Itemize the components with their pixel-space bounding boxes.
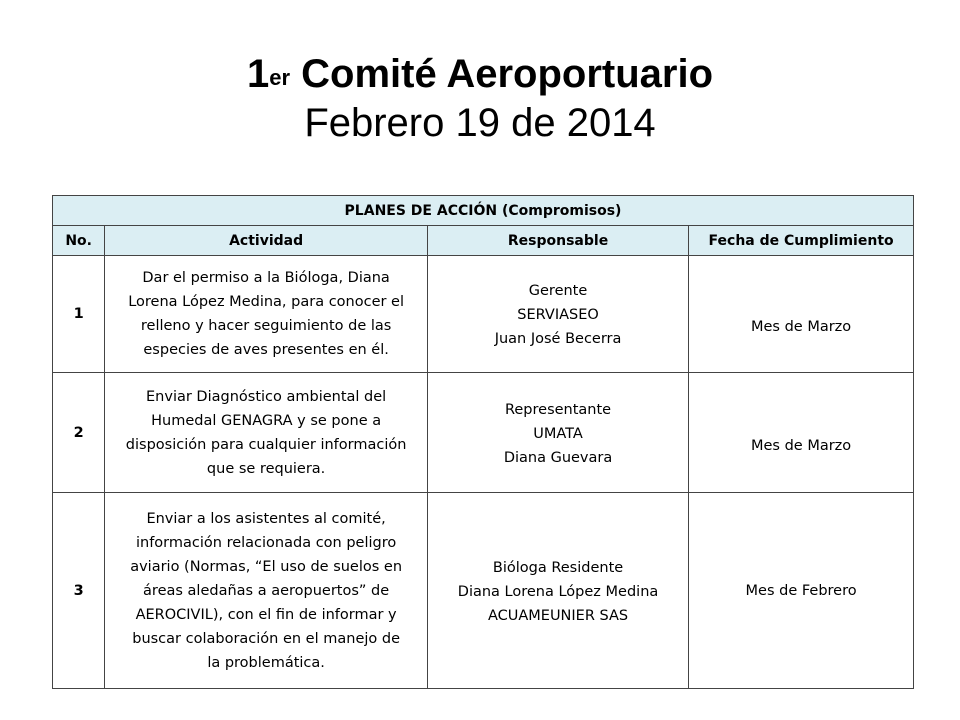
actividad-line: disposición para cualquier información: [125, 436, 407, 453]
row-actividad: [105, 493, 428, 689]
row-responsable: [427, 256, 688, 373]
actividad-line: áreas aledañas a aeropuertos” de: [143, 582, 390, 599]
table-header: PLANES DE ACCIÓN (Compromisos): [53, 196, 914, 226]
responsable-line: Representante: [504, 401, 612, 418]
responsable-line: ACUAMEUNIER SAS: [487, 607, 629, 624]
row-number: 2: [53, 373, 105, 493]
column-header-actividad: Actividad: [105, 226, 428, 256]
table-row: [53, 256, 914, 373]
actividad-line: Dar el permiso a la Bióloga, Diana: [142, 270, 390, 286]
row-responsable: [427, 373, 688, 493]
title-text: Comité Aeroportuario: [301, 52, 714, 96]
actividad-line: buscar colaboración en el manejo de: [132, 630, 400, 647]
responsable-line: Diana Guevara: [503, 449, 613, 466]
column-header-responsable: Responsable: [427, 226, 688, 256]
column-header-no: No.: [53, 226, 105, 256]
responsable-line: Diana Lorena López Medina: [457, 583, 659, 600]
row-number: 3: [53, 493, 105, 689]
row-fecha: [689, 373, 914, 493]
actividad-line: relleno y hacer seguimiento de las: [140, 318, 392, 334]
title-block: [0, 50, 960, 148]
page-subtitle: Febrero 19 de 2014: [304, 101, 656, 145]
responsable-line: Juan José Becerra: [494, 331, 622, 347]
responsable-line: Bióloga Residente: [492, 559, 624, 576]
title-number: 1: [246, 52, 270, 96]
title-superscript: er: [269, 65, 291, 90]
actividad-line: especies de aves presentes en él.: [143, 342, 389, 358]
row-fecha: [689, 493, 914, 689]
actividad-line: Lorena López Medina, para conocer el: [128, 294, 405, 310]
actividad-line: Humedal GENAGRA y se pone a: [151, 412, 382, 429]
action-plan-table: [52, 195, 914, 689]
table-row: [53, 373, 914, 493]
responsable-line: Gerente: [528, 283, 588, 299]
row-number: 1: [53, 256, 105, 373]
fecha-text: Mes de Marzo: [751, 319, 852, 335]
actividad-line: Enviar a los asistentes al comité,: [146, 510, 386, 527]
actividad-line: la problemática.: [207, 654, 325, 671]
actividad-line: información relacionada con peligro: [135, 534, 397, 551]
row-actividad: [105, 256, 428, 373]
row-fecha: [689, 256, 914, 373]
fecha-text: Mes de Febrero: [745, 582, 857, 599]
row-responsable: [427, 493, 688, 689]
actividad-line: Enviar Diagnóstico ambiental del: [146, 388, 387, 405]
responsable-line: SERVIASEO: [517, 307, 599, 323]
table-row: [53, 493, 914, 689]
row-actividad: [105, 373, 428, 493]
actividad-line: AEROCIVIL), con el fin de informar y: [135, 606, 397, 623]
actividad-line: que se requiera.: [206, 460, 326, 477]
responsable-line: UMATA: [533, 425, 583, 442]
page-title: [0, 50, 960, 98]
actividad-line: aviario (Normas, “El uso de suelos en: [130, 558, 403, 575]
column-header-fecha: Fecha de Cumplimiento: [689, 226, 914, 256]
fecha-text: Mes de Marzo: [751, 437, 852, 454]
